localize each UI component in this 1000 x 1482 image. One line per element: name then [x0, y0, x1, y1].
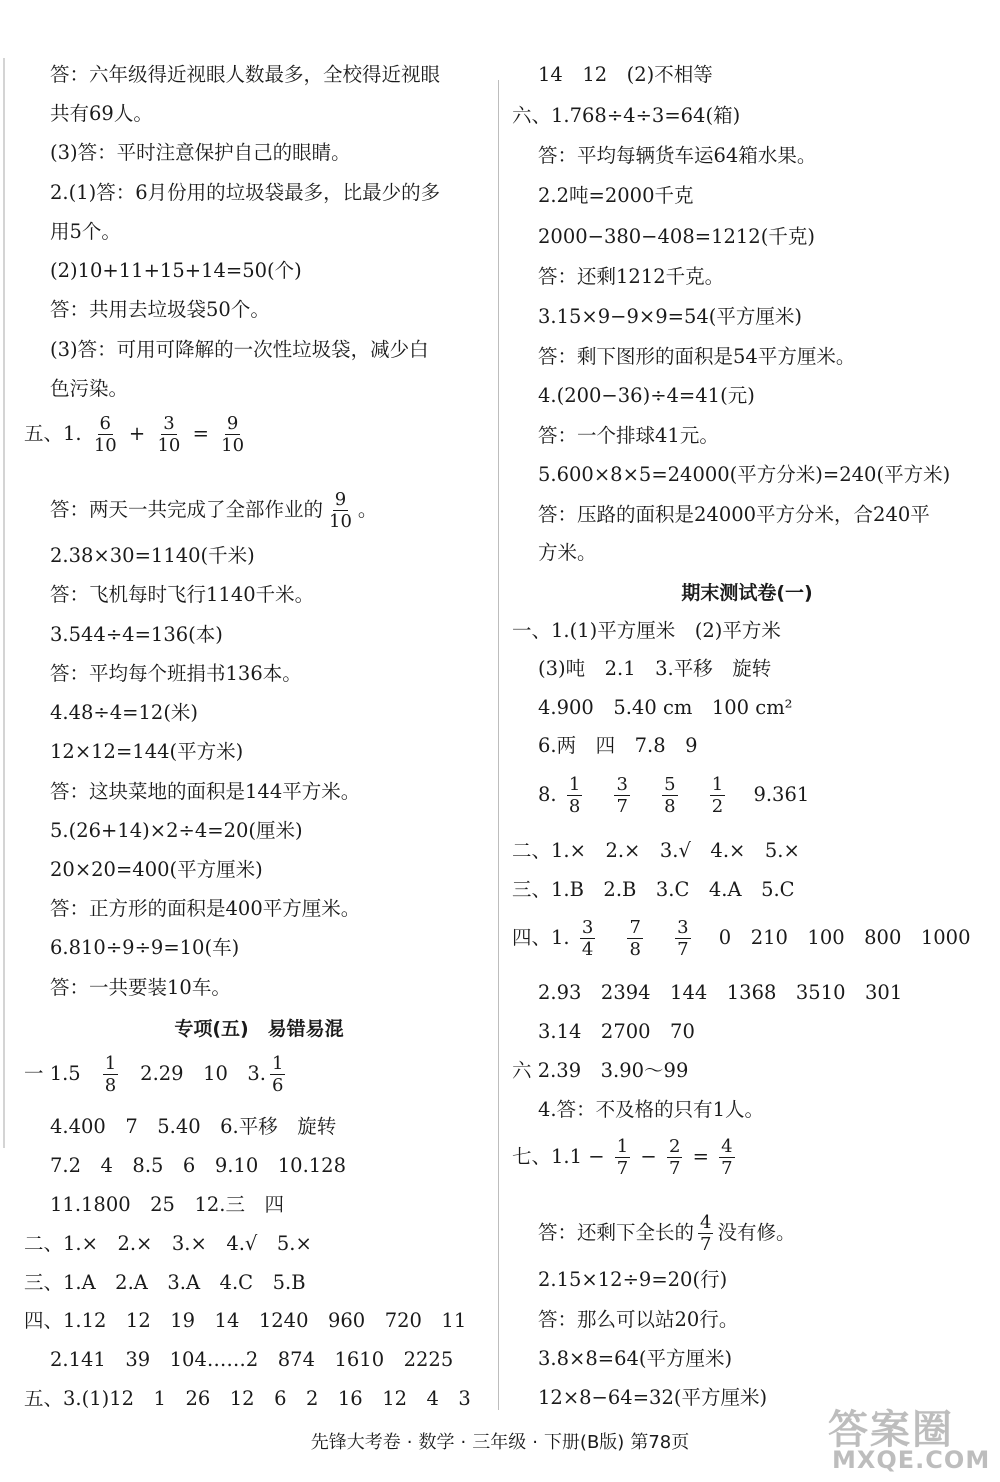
numerator: 3 — [163, 413, 175, 434]
answer-line: 四、1.12 12 19 14 1240 960 720 11 — [24, 1309, 467, 1332]
answer-line — [512, 917, 970, 960]
denominator: 10 — [157, 435, 181, 456]
book-title: 先锋大考卷 — [310, 1432, 401, 1453]
fraction — [615, 1136, 630, 1179]
answer-line: 一、1.(1)平方厘米 (2)平方米 — [512, 619, 781, 642]
fraction — [270, 1053, 285, 1096]
answer-line — [24, 1053, 289, 1096]
denominator: 8 — [104, 1075, 117, 1096]
fraction — [219, 413, 246, 456]
answer-line: 12×8−64=32(平方厘米) — [538, 1386, 768, 1409]
answer-line: 方米。 — [538, 541, 597, 564]
margin-line — [3, 58, 5, 1148]
answer-line: 4.400 7 5.40 6.平移 旋转 — [50, 1115, 337, 1138]
volume: 下册(B版) — [543, 1432, 625, 1453]
denominator: 7 — [668, 1158, 681, 1179]
answer-line: 三、1.A 2.A 3.A 4.C 5.B — [24, 1271, 306, 1294]
denominator: 4 — [581, 939, 594, 960]
numerator: 9 — [334, 489, 347, 510]
answer-line: 共有69人。 — [50, 102, 153, 125]
numerator: 2 — [668, 1136, 681, 1157]
answer-line: 三、1.B 2.B 3.C 4.A 5.C — [512, 878, 795, 901]
answer-line: 六 2.39 3.90～99 — [512, 1059, 689, 1082]
answer-line: 答：平均每个班捐书136本。 — [50, 662, 302, 685]
item-label: 七、1.1 − — [512, 1145, 605, 1168]
fraction — [567, 774, 582, 817]
fraction — [675, 917, 690, 960]
answer-line: 4.(200−36)÷4=41(元) — [538, 384, 755, 407]
answer-line: 答：压路的面积是24000平方分米，合240平 — [538, 503, 930, 526]
denominator: 6 — [272, 1075, 284, 1096]
answer-line: 答：那么可以站20行。 — [538, 1308, 739, 1331]
answer-text: 没有修。 — [717, 1221, 796, 1244]
denominator: 10 — [221, 435, 245, 456]
answer-line: 5.600×8×5=24000(平方分米)=240(平方米) — [538, 463, 951, 486]
operator: = — [692, 1145, 709, 1168]
answer-line: 答：一共要装10车。 — [50, 976, 231, 999]
numerator: 1 — [711, 774, 724, 795]
answer-line: 用5个。 — [50, 220, 121, 243]
numerator: 7 — [629, 917, 641, 938]
denominator: 2 — [711, 796, 724, 817]
subject: 数学 — [418, 1432, 455, 1453]
numerator: 5 — [664, 774, 676, 795]
answer-line: 六、1.768÷4÷3=64(箱) — [512, 104, 741, 127]
answer-line: 2.38×30=1140(千米) — [50, 544, 255, 567]
watermark — [828, 1398, 992, 1480]
numerator: 1 — [616, 1136, 629, 1157]
answer-line: 3.544÷4=136(本) — [50, 623, 223, 646]
answer-line: 3.14 2700 70 — [538, 1020, 695, 1043]
numerator: 3 — [616, 774, 628, 795]
answer-line: 6.810÷9÷9=10(车) — [50, 936, 240, 959]
item-label: 8. — [538, 783, 557, 806]
denominator: 7 — [616, 1158, 629, 1179]
answer-line — [538, 1212, 795, 1255]
answer-line: 二、1.× 2.× 3.√ 4.× 5.× — [512, 839, 800, 862]
denominator: 10 — [93, 435, 117, 456]
denominator: 8 — [629, 939, 641, 960]
item-label: 四、1. — [512, 926, 570, 949]
section-heading: 专项(五) 易错易混 — [174, 1018, 344, 1040]
fraction — [627, 917, 642, 960]
watermark-url: MXQE.COM — [832, 1446, 991, 1474]
answer-line: 2.141 39 104……2 874 1610 2225 — [50, 1348, 454, 1371]
answer-line: 6.两 四 7.8 9 — [538, 734, 698, 757]
answer-text: 一 1.5 — [24, 1062, 81, 1085]
fraction — [614, 774, 629, 817]
answer-line: 4.答：不及格的只有1人。 — [538, 1098, 765, 1121]
fraction-equation — [512, 1136, 739, 1179]
answer-line: 答：正方形的面积是400平方厘米。 — [50, 897, 361, 920]
answer-line — [538, 774, 809, 817]
answer-text: 2.29 10 3. — [140, 1062, 267, 1085]
answer-line: (3)答：平时注意保护自己的眼睛。 — [50, 141, 351, 164]
numerator: 1 — [568, 774, 581, 795]
fraction-equation — [24, 413, 250, 456]
numerator: 9 — [226, 413, 239, 434]
answer-line: 5.(26+14)×2÷4=20(厘米) — [50, 819, 303, 842]
denominator: 10 — [329, 511, 352, 532]
answer-line: 3.8×8=64(平方厘米) — [538, 1347, 733, 1370]
denominator: 7 — [721, 1158, 733, 1179]
answer-line: 2.2吨=2000千克 — [538, 184, 694, 207]
answer-text: 9.361 — [753, 783, 810, 806]
fraction — [710, 774, 725, 817]
fraction — [580, 917, 595, 960]
numerator: 4 — [700, 1212, 712, 1233]
answer-line: 7.2 4 8.5 6 9.10 10.128 — [50, 1154, 346, 1177]
answer-line: 14 12 (2)不相等 — [538, 63, 713, 86]
answer-line: 11.1800 25 12.三 四 — [50, 1193, 284, 1216]
fraction — [327, 489, 354, 532]
operator: + — [128, 422, 146, 445]
separator: · — [460, 1432, 467, 1453]
answer-line: (3)吨 2.1 3.平移 旋转 — [538, 657, 772, 680]
item-label: 五、1. — [24, 422, 82, 445]
answer-line: 答：飞机每时飞行1140千米。 — [50, 583, 315, 606]
answer-text: 。 — [357, 498, 378, 521]
answer-line: 4.48÷4=12(米) — [50, 701, 199, 724]
grade: 三年级 — [472, 1432, 527, 1453]
answer-line: 4.900 5.40 cm 100 cm² — [538, 696, 793, 719]
column-divider — [498, 80, 499, 1410]
fraction — [92, 413, 119, 456]
answer-line — [50, 489, 377, 532]
answer-line: 二、1.× 2.× 3.× 4.√ 5.× — [24, 1232, 312, 1255]
fraction — [103, 1053, 118, 1096]
fraction — [155, 413, 182, 456]
numerator: 3 — [677, 917, 689, 938]
answer-text: 答：还剩下全长的 — [538, 1221, 695, 1244]
answer-line: 2000−380−408=1212(千克) — [538, 225, 815, 248]
numerator: 1 — [104, 1053, 117, 1074]
answer-line: 12×12=144(平方米) — [50, 740, 244, 763]
answer-line: 答：这块菜地的面积是144平方米。 — [50, 780, 361, 803]
numerator: 3 — [581, 917, 594, 938]
answer-line: 答：平均每辆货车运64箱水果。 — [538, 144, 817, 167]
denominator: 7 — [700, 1234, 712, 1255]
answer-line: 答：一个排球41元。 — [538, 424, 719, 447]
fraction — [698, 1212, 713, 1255]
page-number: 第78页 — [630, 1432, 690, 1453]
answer-text: 答：两天一共完成了全部作业的 — [50, 498, 324, 521]
fraction — [719, 1136, 734, 1179]
watermark-logo: 答案圈 — [828, 1407, 954, 1453]
fraction — [667, 1136, 682, 1179]
answer-line: 2.15×12÷9=20(行) — [538, 1268, 728, 1291]
answer-line: 答：剩下图形的面积是54平方厘米。 — [538, 345, 856, 368]
answer-line: 答：还剩1212千克。 — [538, 265, 725, 288]
numerator: 4 — [721, 1136, 733, 1157]
denominator: 7 — [677, 939, 689, 960]
answer-line: 2.93 2394 144 1368 3510 301 — [538, 981, 903, 1004]
denominator: 8 — [568, 796, 581, 817]
answer-line: 3.15×9−9×9=54(平方厘米) — [538, 305, 803, 328]
answer-line: (3)答：可用可降解的一次性垃圾袋，减少白 — [50, 338, 429, 361]
answer-line: 五、3.(1)12 1 26 12 6 2 16 12 4 3 — [24, 1387, 471, 1410]
operator: − — [640, 1145, 657, 1168]
denominator: 8 — [664, 796, 676, 817]
answer-line: 2.(1)答：6月份用的垃圾袋最多，比最少的多 — [50, 181, 441, 204]
answer-text: 0 210 100 800 1000 — [718, 926, 971, 949]
denominator: 7 — [616, 796, 628, 817]
section-heading: 期末测试卷(一) — [681, 582, 813, 604]
answer-line: (2)10+11+15+14=50(个) — [50, 259, 302, 282]
answer-line: 答：六年级得近视眼人数最多，全校得近视眼 — [50, 63, 441, 86]
numerator: 1 — [272, 1053, 284, 1074]
answer-line: 色污染。 — [50, 377, 129, 400]
numerator: 6 — [99, 413, 111, 434]
separator: · — [532, 1432, 538, 1453]
separator: · — [406, 1432, 413, 1453]
operator: = — [192, 422, 209, 445]
fraction — [662, 774, 677, 817]
answer-line: 20×20=400(平方厘米) — [50, 858, 263, 881]
answer-line: 答：共用去垃圾袋50个。 — [50, 298, 270, 321]
